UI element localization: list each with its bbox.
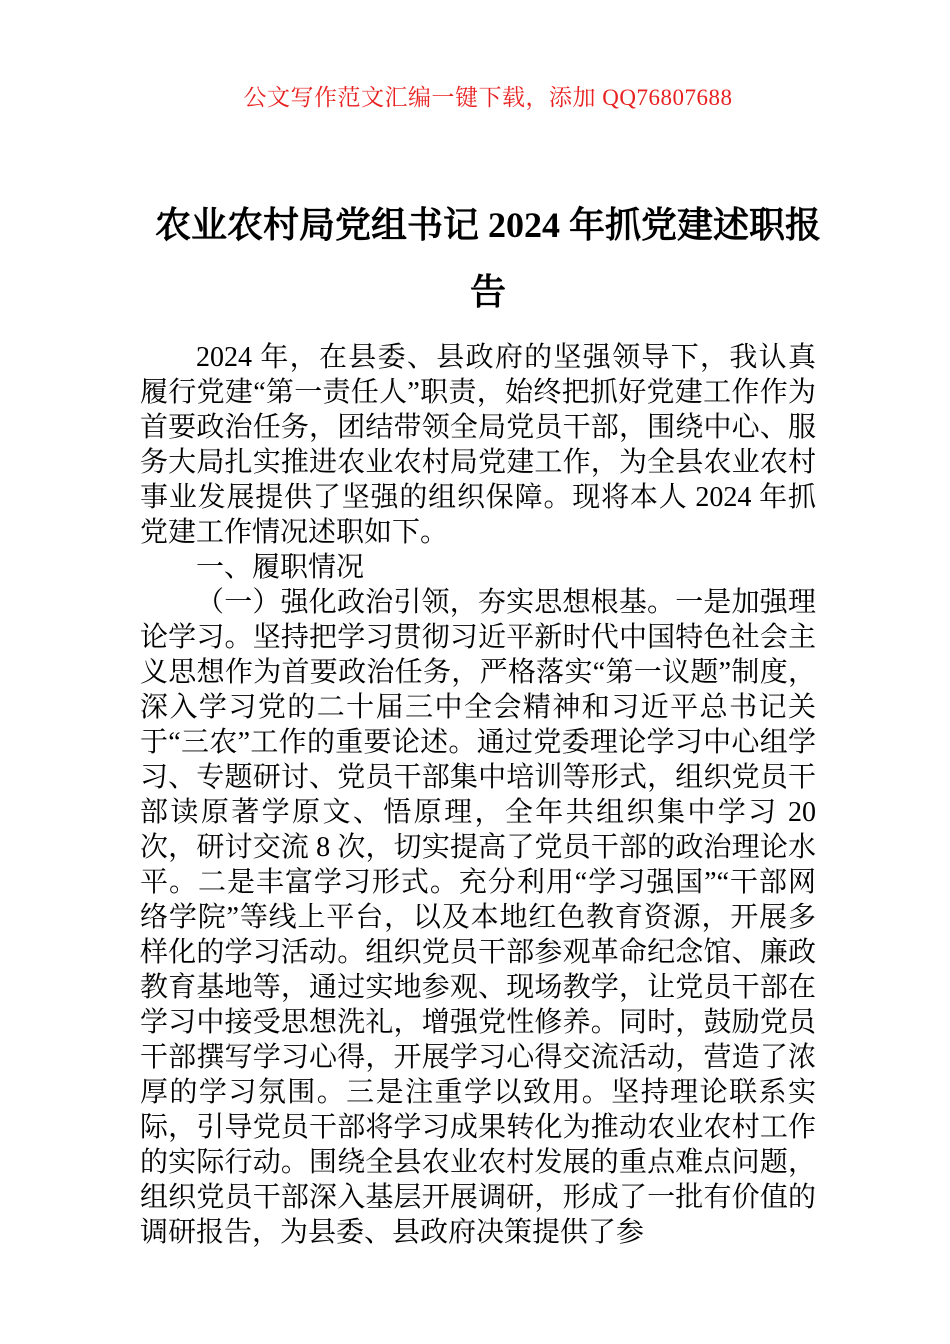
promo-banner-text: 公文写作范文汇编一键下载，添加 QQ76807688 — [243, 85, 733, 110]
document-title: 农业农村局党组书记 2024 年抓党建述职报告 — [154, 205, 821, 313]
section-heading: 一、履职情况 — [196, 552, 365, 583]
paragraph-intro: 2024 年，在县委、县政府的坚强领导下，我认真履行党建“第一责任人”职责，始终把抓好党建工作作为首要政治任务，团结带领全局党员干部，围绕中心、服务大局扎实推进农业农村局党建工作，为全县农业农村事业发展提供了坚强的组织保障。现将本人 2024 年抓党建工作情况述职如下。 — [140, 342, 816, 548]
document-body — [140, 340, 816, 1250]
paragraph-section-one: （一）强化政治引领，夯实思想根基。一是加强理论学习。坚持把学习贯彻习近平新时代中国特色社会主义思想作为首要政治任务，严格落实“第一议题”制度，深入学习党的二十届三中全会精神和习近平总书记关于“三农”工作的重要论述。通过党委理论学习中心组学习、专题研讨、党员干部集中培训等形式，组织党员干部读原著学原文、悟原理，全年共组织集中学习 20 次，研讨交流 8 次，切实提高了党员干部的政治理论水平。二是丰富学习形式。充分利用“学习强国”“干部网络学院”等线上平台，以及本地红色教育资源，开展多样化的学习活动。组织党员干部参观革命纪念馆、廉政教育基地等，通过实地参观、现场教学，让党员干部在学习中接受思想洗礼，增强党性修养。同时，鼓励党员干部撰写学习心得，开展学习心得交流活动，营造了浓厚的学习氛围。三是注重学以致用。坚持理论联系实际，引导党员干部将学习成果转化为推动农业农村工作的实际行动。围绕全县农业农村发展的重点难点问题，组织党员干部深入基层开展调研，形成了一批有价值的调研报告，为县委、县政府决策提供了参 — [140, 587, 816, 1248]
